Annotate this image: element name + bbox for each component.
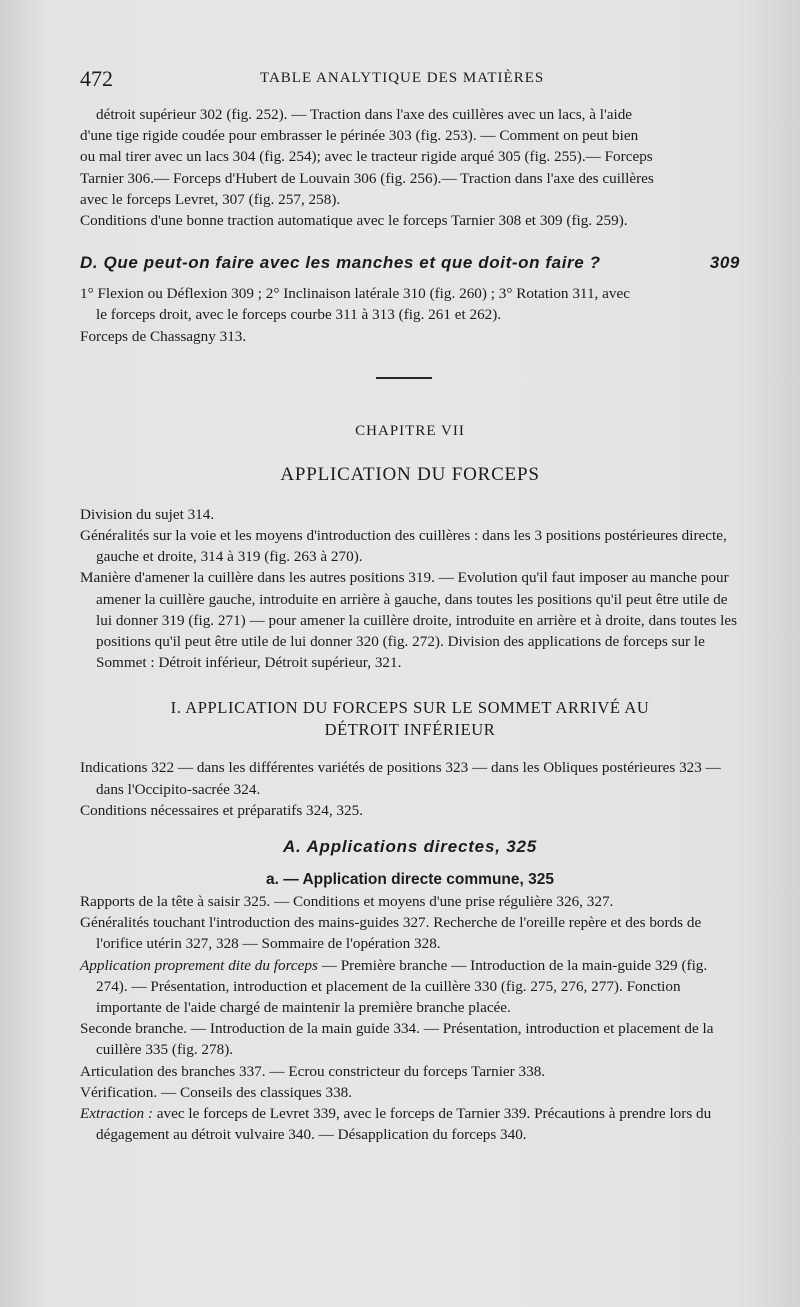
- entry: Conditions nécessaires et préparatifs 324, 325.: [80, 801, 364, 819]
- section-d-page: 309: [709, 253, 740, 273]
- text-line: d'une tige rigide coudée pour embrasser le périnée 303 (fig. 253). — Comment on peut bien: [80, 127, 639, 145]
- entry: Rapports de la tête à saisir 325. — Conditions et moyens d'une prise régulière 326, 327.: [80, 893, 614, 911]
- entry: Généralités touchant l'introduction des mains-guides 327. Recherche de l'oreille repère et des bords de l'orifice utérin 327, 328 — Sommaire de l'opération 328.: [80, 914, 702, 953]
- continued-entry: [80, 104, 740, 210]
- entry: Indications 322 — dans les différentes variétés de positions 323 — dans les Obliques postérieures 323 — dans l'Occipito-sacrée 324.: [80, 759, 721, 798]
- text-line: 1° Flexion ou Déflexion 309 ; 2° Inclinaison latérale 310 (fig. 260) ; 3° Rotation 311, avec: [80, 285, 630, 303]
- part-title-line: DÉTROIT INFÉRIEUR: [324, 720, 496, 740]
- section-d-title: D. Que peut-on faire avec les manches et que doit-on faire ?: [80, 253, 601, 273]
- chapter-label: CHAPITRE VII: [355, 422, 465, 439]
- application-italic: Application proprement dite du forceps: [80, 956, 318, 974]
- part-title-line: I. APPLICATION DU FORCEPS SUR LE SOMMET ARRIVÉ AU: [170, 698, 650, 718]
- entry: Division du sujet 314.: [80, 505, 215, 523]
- extraction-rest: avec le forceps de Levret 339, avec le forceps de Tarnier 339. Précautions à prendre lors du dégagement au détroit vulvaire 340. — Désapplication du forceps 340.: [96, 1105, 712, 1144]
- extraction-entry: [80, 1103, 740, 1145]
- page-body: [80, 104, 740, 1146]
- text-line: Tarnier 306.— Forceps d'Hubert de Louvain 306 (fig. 256).— Traction dans l'axe des cuillères: [80, 169, 654, 187]
- part-title: [80, 697, 740, 741]
- section-d-heading: [80, 253, 740, 273]
- entry: Manière d'amener la cuillère dans les autres positions 319. — Evolution qu'il faut imposer au manche pour amener la cuillère gauche, introduite en arrière à gauche, dans toutes les positions qu'il peut être utile de lui donner 319 (fig. 271) — pour amener la cuillère droite, introduite en arrière et à droite, dans toutes les positions qu'il peut être utile de lui donner 320 (fig. 272). Division des applications de forceps sur le Sommet : Détroit inférieur, Détroit supérieur, 321.: [80, 569, 738, 672]
- extraction-italic: Extraction :: [80, 1105, 153, 1123]
- conditions-entry: Conditions d'une bonne traction automatique avec le forceps Tarnier 308 et 309 (fig. 259).: [80, 212, 628, 230]
- page-header: [80, 66, 730, 96]
- chapter-title: APPLICATION DU FORCEPS: [280, 463, 540, 485]
- entry: Articulation des branches 337. — Ecrou constricteur du forceps Tarnier 338.: [80, 1062, 546, 1080]
- entry: Généralités sur la voie et les moyens d'introduction des cuillères : dans les 3 positions postérieures directe, gauche et droite, 314 à 319 (fig. 263 à 270).: [80, 527, 727, 566]
- chassagny-entry: Forceps de Chassagny 313.: [80, 327, 247, 345]
- subsection-aa-heading: a. — Application directe commune, 325: [266, 871, 554, 889]
- text-line: détroit supérieur 302 (fig. 252). — Traction dans l'axe des cuillères avec un lacs, à l'aide: [96, 106, 633, 123]
- text-line: avec le forceps Levret, 307 (fig. 257, 258).: [80, 190, 341, 208]
- application-entry: [80, 955, 740, 1019]
- entry: Vérification. — Conseils des classiques 338.: [80, 1083, 353, 1101]
- section-divider: [376, 377, 432, 379]
- text-line: ou mal tirer avec un lacs 304 (fig. 254); avec le tracteur rigide arqué 305 (fig. 255).— Forceps: [80, 148, 653, 166]
- subsection-a-heading: A. Applications directes, 325: [282, 837, 538, 857]
- application-rest: — Première branche — Introduction de la main-guide 329 (fig. 274). — Présentation, introduction et placement de la cuillère 330 (fig. 275, 276, 277). Fonction importante de l'aide chargé de maintenir la première branche placée.: [96, 956, 708, 1017]
- page-number: 472: [80, 66, 113, 91]
- running-title: TABLE ANALYTIQUE DES MATIÈRES: [260, 70, 545, 86]
- text-line: le forceps droit, avec le forceps courbe 311 à 313 (fig. 261 et 262).: [96, 306, 502, 324]
- entry: Seconde branche. — Introduction de la main guide 334. — Présentation, introduction et placement de la cuillère 335 (fig. 278).: [80, 1020, 714, 1059]
